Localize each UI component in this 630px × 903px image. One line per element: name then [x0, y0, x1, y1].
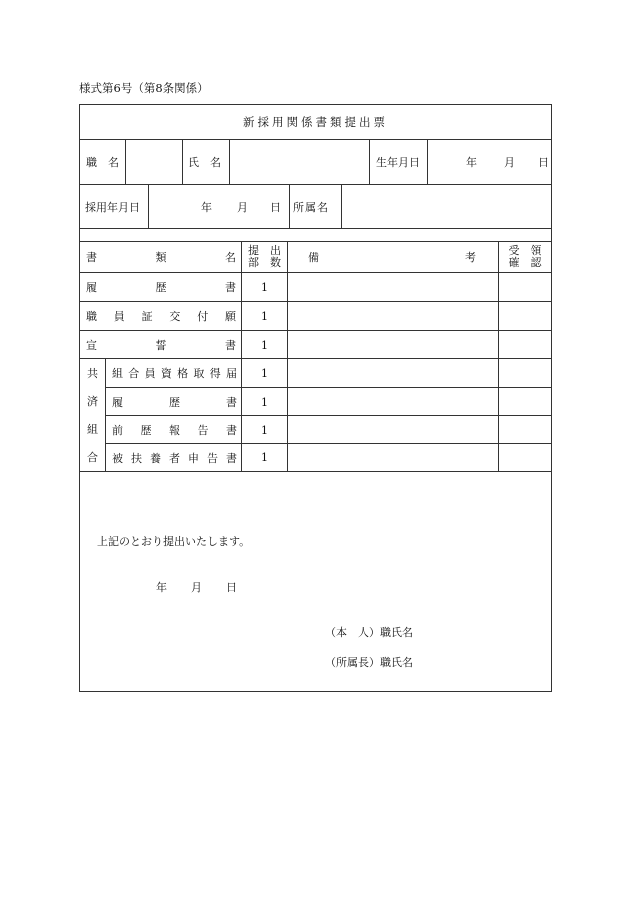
- footer-date[interactable]: [156, 579, 246, 595]
- kyosai-row-fuyou-name: 被 扶 養 者 申 告 書: [112, 451, 237, 465]
- form-title: 新採用関係書類提出票: [243, 115, 388, 129]
- col-remarks: 備 考: [308, 251, 476, 264]
- hire-date-field[interactable]: [149, 185, 289, 228]
- col-copies: 提 出 部 数: [248, 244, 281, 269]
- row-rirekisho-receipt[interactable]: [499, 273, 551, 301]
- dept-label: 所属名: [293, 200, 329, 214]
- row-senseisho-remarks[interactable]: [288, 331, 498, 359]
- kyosai-row-shikaku-copies: 1: [261, 366, 268, 380]
- kyosai-row-zenreki-copies: 1: [261, 423, 268, 437]
- hire-day: 日: [270, 200, 281, 214]
- kyosai-row-zenreki-name: 前 歴 報 告 書: [112, 424, 237, 437]
- row-rirekisho-remarks[interactable]: [288, 273, 498, 301]
- divider: [289, 185, 290, 228]
- shimei-field[interactable]: [230, 140, 368, 184]
- row-shokuinsho-name: 職 員 証 交 付 願: [86, 310, 236, 323]
- submission-statement: 上記のとおり提出いたします。: [97, 535, 251, 548]
- row-senseisho-receipt[interactable]: [499, 331, 551, 359]
- row-shokuinsho-remarks[interactable]: [288, 302, 498, 330]
- kyosai-row-zenreki-remarks[interactable]: [288, 416, 498, 444]
- col-receipt: 受 領 確 認: [508, 244, 542, 269]
- chief-signature-label: （所属長）職氏名: [325, 656, 413, 669]
- row-shokuinsho-receipt[interactable]: [499, 302, 551, 330]
- shimei-label: 氏 名: [188, 156, 221, 169]
- hire-month: 月: [237, 200, 248, 214]
- divider: [182, 140, 183, 184]
- kyosai-row-rirekisho-remarks[interactable]: [288, 388, 498, 416]
- divider: [80, 228, 551, 229]
- footer-day: 日: [226, 581, 237, 594]
- birth-date-field[interactable]: [428, 140, 551, 184]
- submission-form: [79, 104, 552, 692]
- kyosai-row-fuyou-copies: 1: [261, 451, 268, 464]
- self-signature-label: （本 人）職氏名: [325, 626, 413, 639]
- birth-year: 年: [466, 156, 477, 169]
- kyosai-row-shikaku-receipt[interactable]: [499, 359, 551, 387]
- row-senseisho-copies: 1: [261, 338, 268, 352]
- footer-month: 月: [191, 581, 202, 594]
- hire-label: 採用年月日: [85, 200, 140, 214]
- footer-year: 年: [156, 581, 167, 594]
- shokumei-label: 職 名: [86, 156, 119, 169]
- kyosai-row-rirekisho-receipt[interactable]: [499, 388, 551, 416]
- row-rirekisho-name: 履 歴 書: [86, 281, 236, 294]
- row-rirekisho-copies: 1: [261, 280, 268, 294]
- birth-day: 日: [538, 156, 549, 169]
- row-shokuinsho-copies: 1: [261, 309, 268, 323]
- kyosai-row-rirekisho-name: 履 歴 書: [112, 396, 237, 409]
- kyosai-row-fuyou-receipt[interactable]: [499, 444, 551, 471]
- kyosai-group-label: 共 済 組 合: [87, 367, 98, 464]
- divider: [80, 471, 551, 472]
- row-senseisho-name: 宣 誓 書: [86, 339, 236, 352]
- shokumei-field[interactable]: [126, 140, 181, 184]
- form-number: 様式第6号（第8条関係）: [79, 81, 209, 95]
- col-document-name: 書 類 名: [86, 251, 236, 264]
- kyosai-row-shikaku-name: 組 合 員 資 格 取 得 届: [112, 367, 237, 380]
- kyosai-row-fuyou-remarks[interactable]: [288, 444, 498, 471]
- kyosai-row-zenreki-receipt[interactable]: [499, 416, 551, 444]
- birth-month: 月: [504, 156, 515, 169]
- hire-year: 年: [201, 200, 212, 214]
- kyosai-row-rirekisho-copies: 1: [261, 395, 268, 409]
- dept-field[interactable]: [342, 185, 551, 228]
- kyosai-row-shikaku-remarks[interactable]: [288, 359, 498, 387]
- birth-label: 生年月日: [376, 156, 420, 169]
